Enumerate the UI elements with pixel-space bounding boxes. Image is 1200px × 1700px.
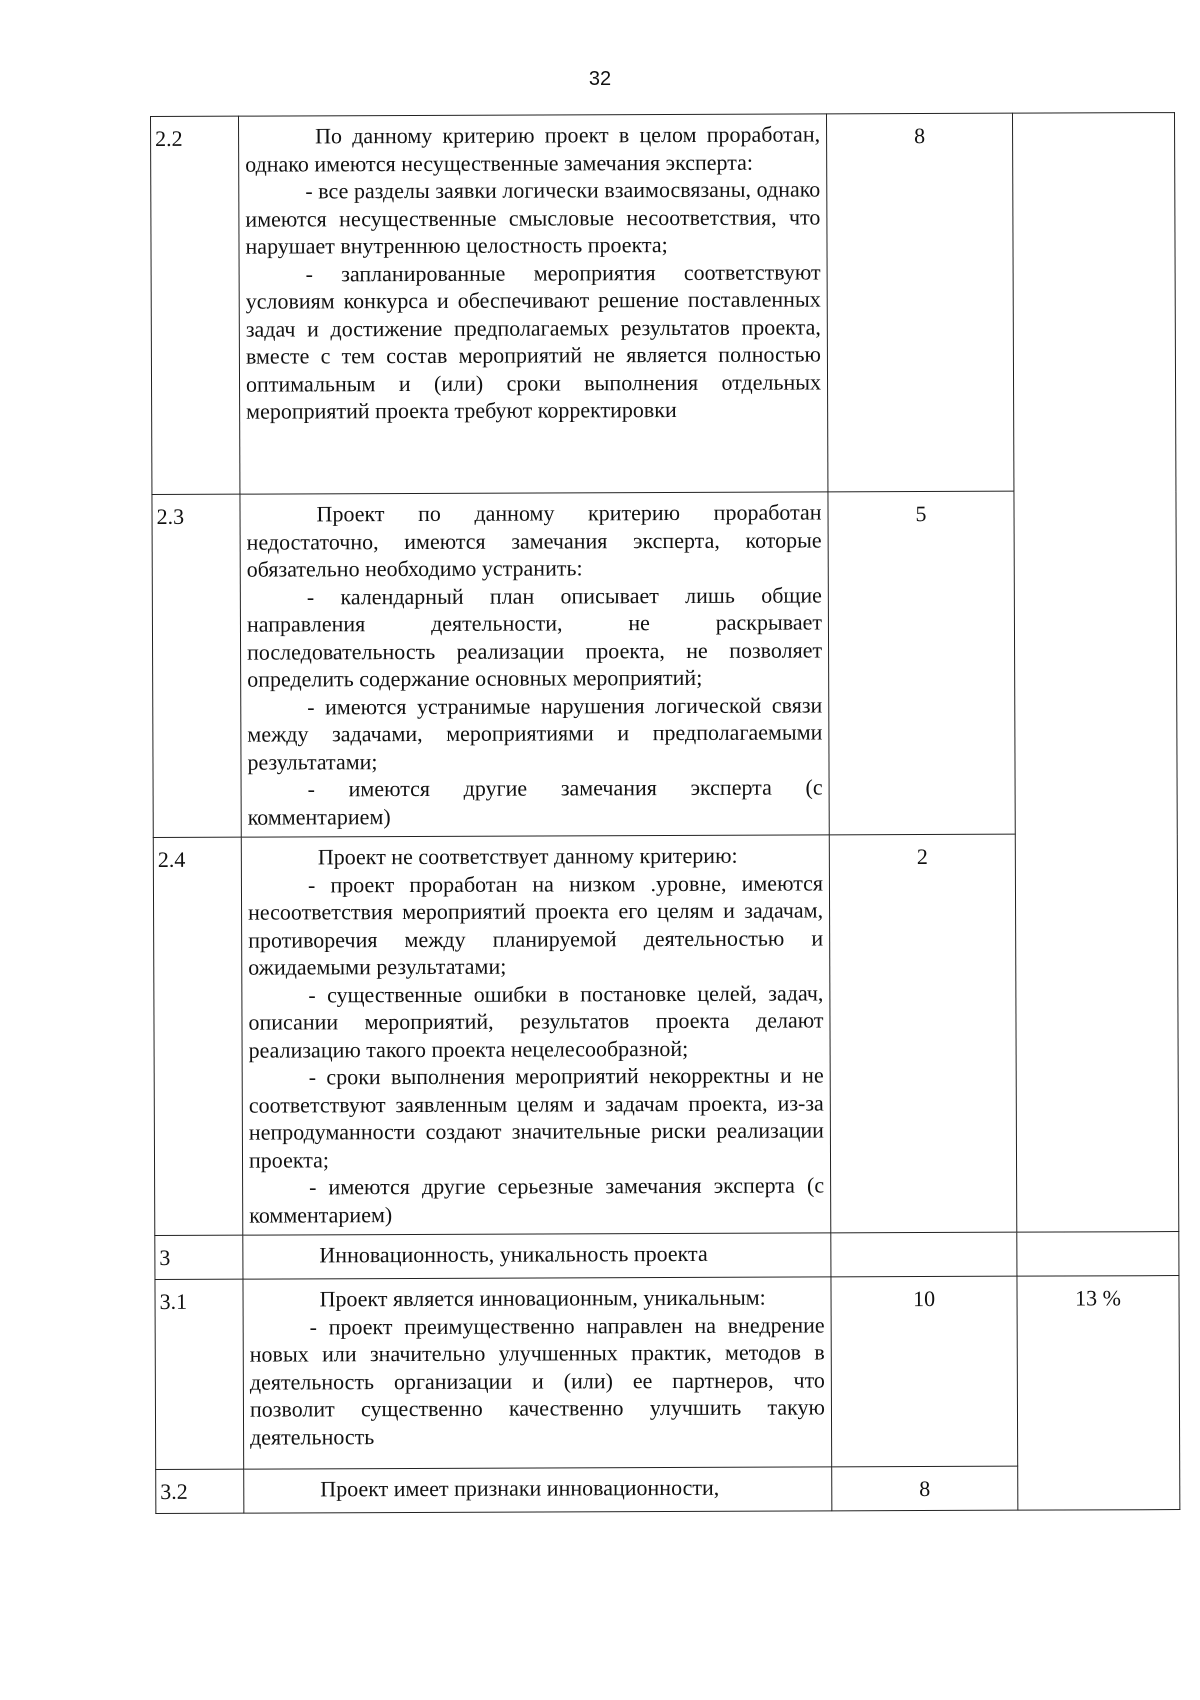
description-paragraph: - сроки выполнения мероприятий некорректны и не соответствуют заявленным целям и задачам проекта, из-за непродуманности создают значительные риски реализации проекта;	[248, 1062, 824, 1173]
criterion-description	[240, 492, 829, 837]
description-paragraph: - проект проработан на низком .уровне, имеются несоответствия мероприятий проекта его целям и задачам, противоречия между планируемой деятельностью и ожидаемыми результатами;	[248, 869, 824, 980]
description-paragraph: - запланированные мероприятия соответствуют условиям конкурса и обеспечивают решение поставленных задач и достижение предполагаемых результатов проекта, вместе с тем состав мероприятий не является полностью оптимальным и (или) сроки выполнения отдельных мероприятий проекта требуют корректировки	[245, 258, 822, 424]
criterion-description	[239, 114, 828, 494]
description-paragraph: Проект является инновационным, уникальным:	[319, 1284, 766, 1312]
criterion-number: 3.2	[156, 1469, 244, 1513]
criteria-table	[150, 112, 1180, 1514]
criterion-score: 8	[826, 113, 1013, 492]
weight-cell: 13 %	[1017, 1276, 1180, 1511]
page-number: 32	[588, 68, 612, 90]
section-title-cell	[243, 1233, 831, 1279]
description-paragraph: - имеются устранимые нарушения логической связи между задачами, мероприятиями и предполагаемыми результатами;	[247, 691, 823, 775]
criterion-number: 2.3	[152, 494, 241, 837]
criterion-score: 5	[828, 491, 1015, 835]
criterion-score: 2	[829, 834, 1017, 1233]
criterion-number: 3	[155, 1235, 243, 1279]
description-paragraph: Проект не соответствует данному критерию:	[317, 842, 738, 870]
description-paragraph: - имеются другие замечания эксперта (с комментарием)	[247, 774, 823, 830]
description-paragraph: - все разделы заявки логически взаимосвязаны, однако имеются несущественные смысловые несоответствия, что нарушает внутреннюю целостность проекта;	[245, 176, 821, 259]
criterion-description	[244, 1467, 832, 1513]
description-paragraph: Проект по данному критерию проработан недостаточно, имеются замечания эксперта, которые обязательно необходимо устранить:	[246, 499, 822, 582]
description-paragraph: По данному критерию проект в целом проработан, однако имеются несущественные замечания эксперта:	[245, 121, 821, 177]
description-paragraph: - проект преимущественно направлен на внедрение новых или значительно улучшенных практик, методов в деятельность организации и (или) ее партнеров, что позволит существенно качественно улучшить такую деятельность	[249, 1311, 826, 1450]
description-paragraph: - существенные ошибки в постановке целей, задач, описании мероприятий, результатов проекта делают реализацию такого проекта нецелесообразной;	[248, 979, 824, 1063]
section-title: Инновационность, уникальность проекта	[319, 1240, 708, 1268]
criterion-score: 10	[831, 1276, 1018, 1467]
criterion-number: 2.2	[151, 116, 240, 494]
table-row	[155, 1232, 1179, 1280]
criterion-score	[831, 1232, 1017, 1277]
criterion-number: 3.1	[155, 1279, 244, 1469]
weight-cell	[1017, 1232, 1179, 1277]
description-paragraph: - календарный план описывает лишь общие направления деятельности, не раскрывает последовательность реализации проекта, не позволяет определить содержание основных мероприятий;	[246, 581, 823, 692]
criterion-description	[241, 835, 831, 1235]
criterion-description	[243, 1277, 832, 1469]
criterion-score: 8	[832, 1466, 1018, 1511]
table-row	[151, 113, 1176, 495]
weight-cell	[1012, 113, 1178, 1233]
table-row	[155, 1276, 1180, 1470]
description-paragraph: - имеются другие серьезные замечания эксперта (с комментарием)	[249, 1172, 825, 1228]
criterion-number: 2.4	[153, 837, 243, 1235]
description-paragraph: Проект имеет признаки инновационности,	[320, 1474, 720, 1502]
